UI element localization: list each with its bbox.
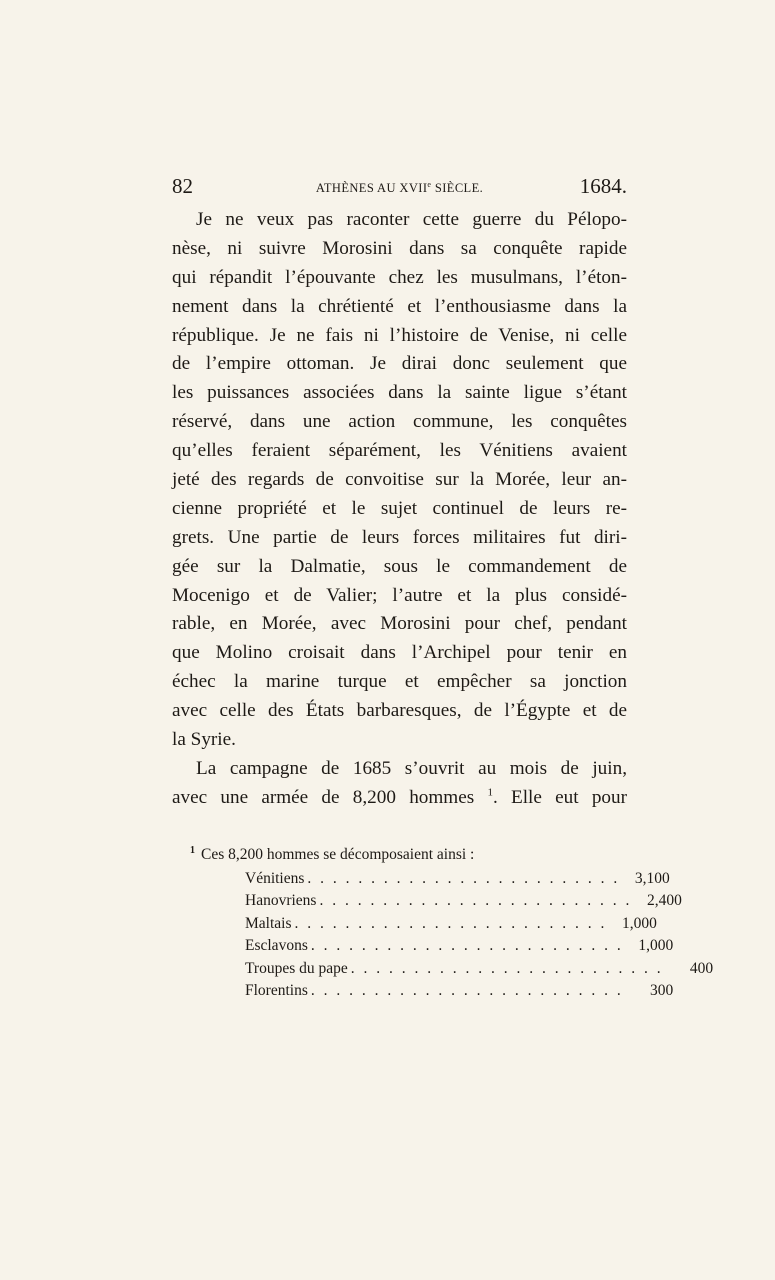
text-line: rable, en Morée, avec Morosini pour chef, pendant bbox=[172, 613, 627, 635]
footnote-marker: 1 bbox=[190, 844, 195, 856]
troop-count: 1,000 bbox=[622, 914, 657, 932]
text-line: réservé, dans une action commune, les conquêtes bbox=[172, 411, 627, 433]
dot-leader: . . . . . . . . . . . . . . . . . . . . . . . . . bbox=[294, 914, 607, 932]
troop-count: 1,000 bbox=[638, 937, 674, 954]
troop-label: Florentins bbox=[245, 982, 308, 999]
dot-leader: . . . . . . . . . . . . . . . . . . . . . . . . . bbox=[350, 959, 664, 977]
footnote-row bbox=[245, 890, 682, 913]
text-line: république. Je ne fais ni l’histoire de Venise, ni celle bbox=[172, 324, 627, 346]
text-line: Je ne veux pas raconter cette guerre du Pélopo- bbox=[196, 209, 627, 230]
footnote-row bbox=[245, 935, 674, 958]
page-year: 1684. bbox=[579, 174, 627, 198]
troop-count: 3,100 bbox=[634, 869, 670, 887]
dot-leader: . . . . . . . . . . . . . . . . . . . . . . . . . bbox=[307, 869, 620, 887]
text-line: qu’elles feraient séparément, les Vénitiens avaient bbox=[172, 440, 627, 462]
troop-count: 400 bbox=[689, 959, 714, 977]
troop-label: Hanovriens bbox=[245, 892, 317, 909]
footnote-table bbox=[245, 868, 714, 1003]
troop-label: Vénitiens bbox=[245, 869, 305, 887]
footnote-intro: Ces 8,200 hommes se décomposaient ainsi : bbox=[201, 846, 475, 863]
troop-count: 300 bbox=[650, 982, 674, 999]
footnote-intro-line bbox=[190, 844, 570, 867]
text-line-end: . Elle eut pour bbox=[492, 786, 628, 808]
page-header bbox=[172, 174, 627, 202]
running-head bbox=[172, 180, 627, 196]
dot-leader: . . . . . . . . . . . . . . . . . . . . . . . . . bbox=[310, 937, 624, 954]
footnote-row bbox=[245, 868, 670, 891]
footnote-row bbox=[245, 958, 714, 981]
running-head-title: ATHÈNES AU XVII bbox=[315, 181, 428, 196]
text-line: la Syrie. bbox=[172, 729, 236, 751]
footnote-reference: 1 bbox=[487, 786, 493, 799]
text-line: jeté des regards de convoitise sur la Morée, leur an- bbox=[172, 469, 627, 491]
text-line-with-footnote-ref bbox=[172, 784, 627, 813]
dot-leader: . . . . . . . . . . . . . . . . . . . . . . . . . bbox=[310, 982, 624, 999]
text-line: qui répandit l’épouvante chez les musulmans, l’éton- bbox=[172, 266, 627, 288]
troop-label: Troupes du pape bbox=[245, 959, 348, 977]
dot-leader: . . . . . . . . . . . . . . . . . . . . . . . . . bbox=[319, 892, 632, 909]
footnote bbox=[190, 844, 714, 1003]
troop-count: 2,400 bbox=[646, 892, 682, 909]
troop-label: Esclavons bbox=[245, 937, 308, 954]
body-text bbox=[172, 206, 627, 813]
text-line: La campagne de 1685 s’ouvrit au mois de juin, bbox=[196, 757, 627, 779]
text-line: avec celle des États barbaresques, de l’Égypte et de bbox=[172, 700, 627, 722]
text-line: échec la marine turque et empêcher sa jonction bbox=[172, 671, 627, 693]
text-line: nèse, ni suivre Morosini dans sa conquête rapide bbox=[172, 237, 627, 259]
troop-label: Maltais bbox=[245, 914, 292, 932]
running-head-suffix: SIÈCLE. bbox=[431, 181, 484, 196]
text-line-start: avec une armée de 8,200 hommes bbox=[172, 786, 475, 808]
text-line: que Molino croisait dans l’Archipel pour tenir en bbox=[172, 642, 627, 664]
footnote-row bbox=[245, 913, 657, 936]
text-line: les puissances associées dans la sainte ligue s’étant bbox=[172, 382, 627, 404]
text-line: gée sur la Dalmatie, sous le commandement de bbox=[172, 555, 627, 577]
page-number: 82 bbox=[172, 174, 193, 198]
text-line: Mocenigo et de Valier; l’autre et la plus considé- bbox=[172, 584, 627, 606]
text-line: cienne propriété et le sujet continuel de leurs re- bbox=[172, 497, 627, 519]
text-line: de l’empire ottoman. Je dirai donc seulement que bbox=[172, 353, 627, 375]
text-line: grets. Une partie de leurs forces militaires fut diri- bbox=[172, 526, 627, 548]
text-line: nement dans la chrétienté et l’enthousiasme dans la bbox=[172, 295, 627, 317]
footnote-row bbox=[245, 980, 674, 1003]
running-head-superscript: e bbox=[427, 180, 432, 189]
